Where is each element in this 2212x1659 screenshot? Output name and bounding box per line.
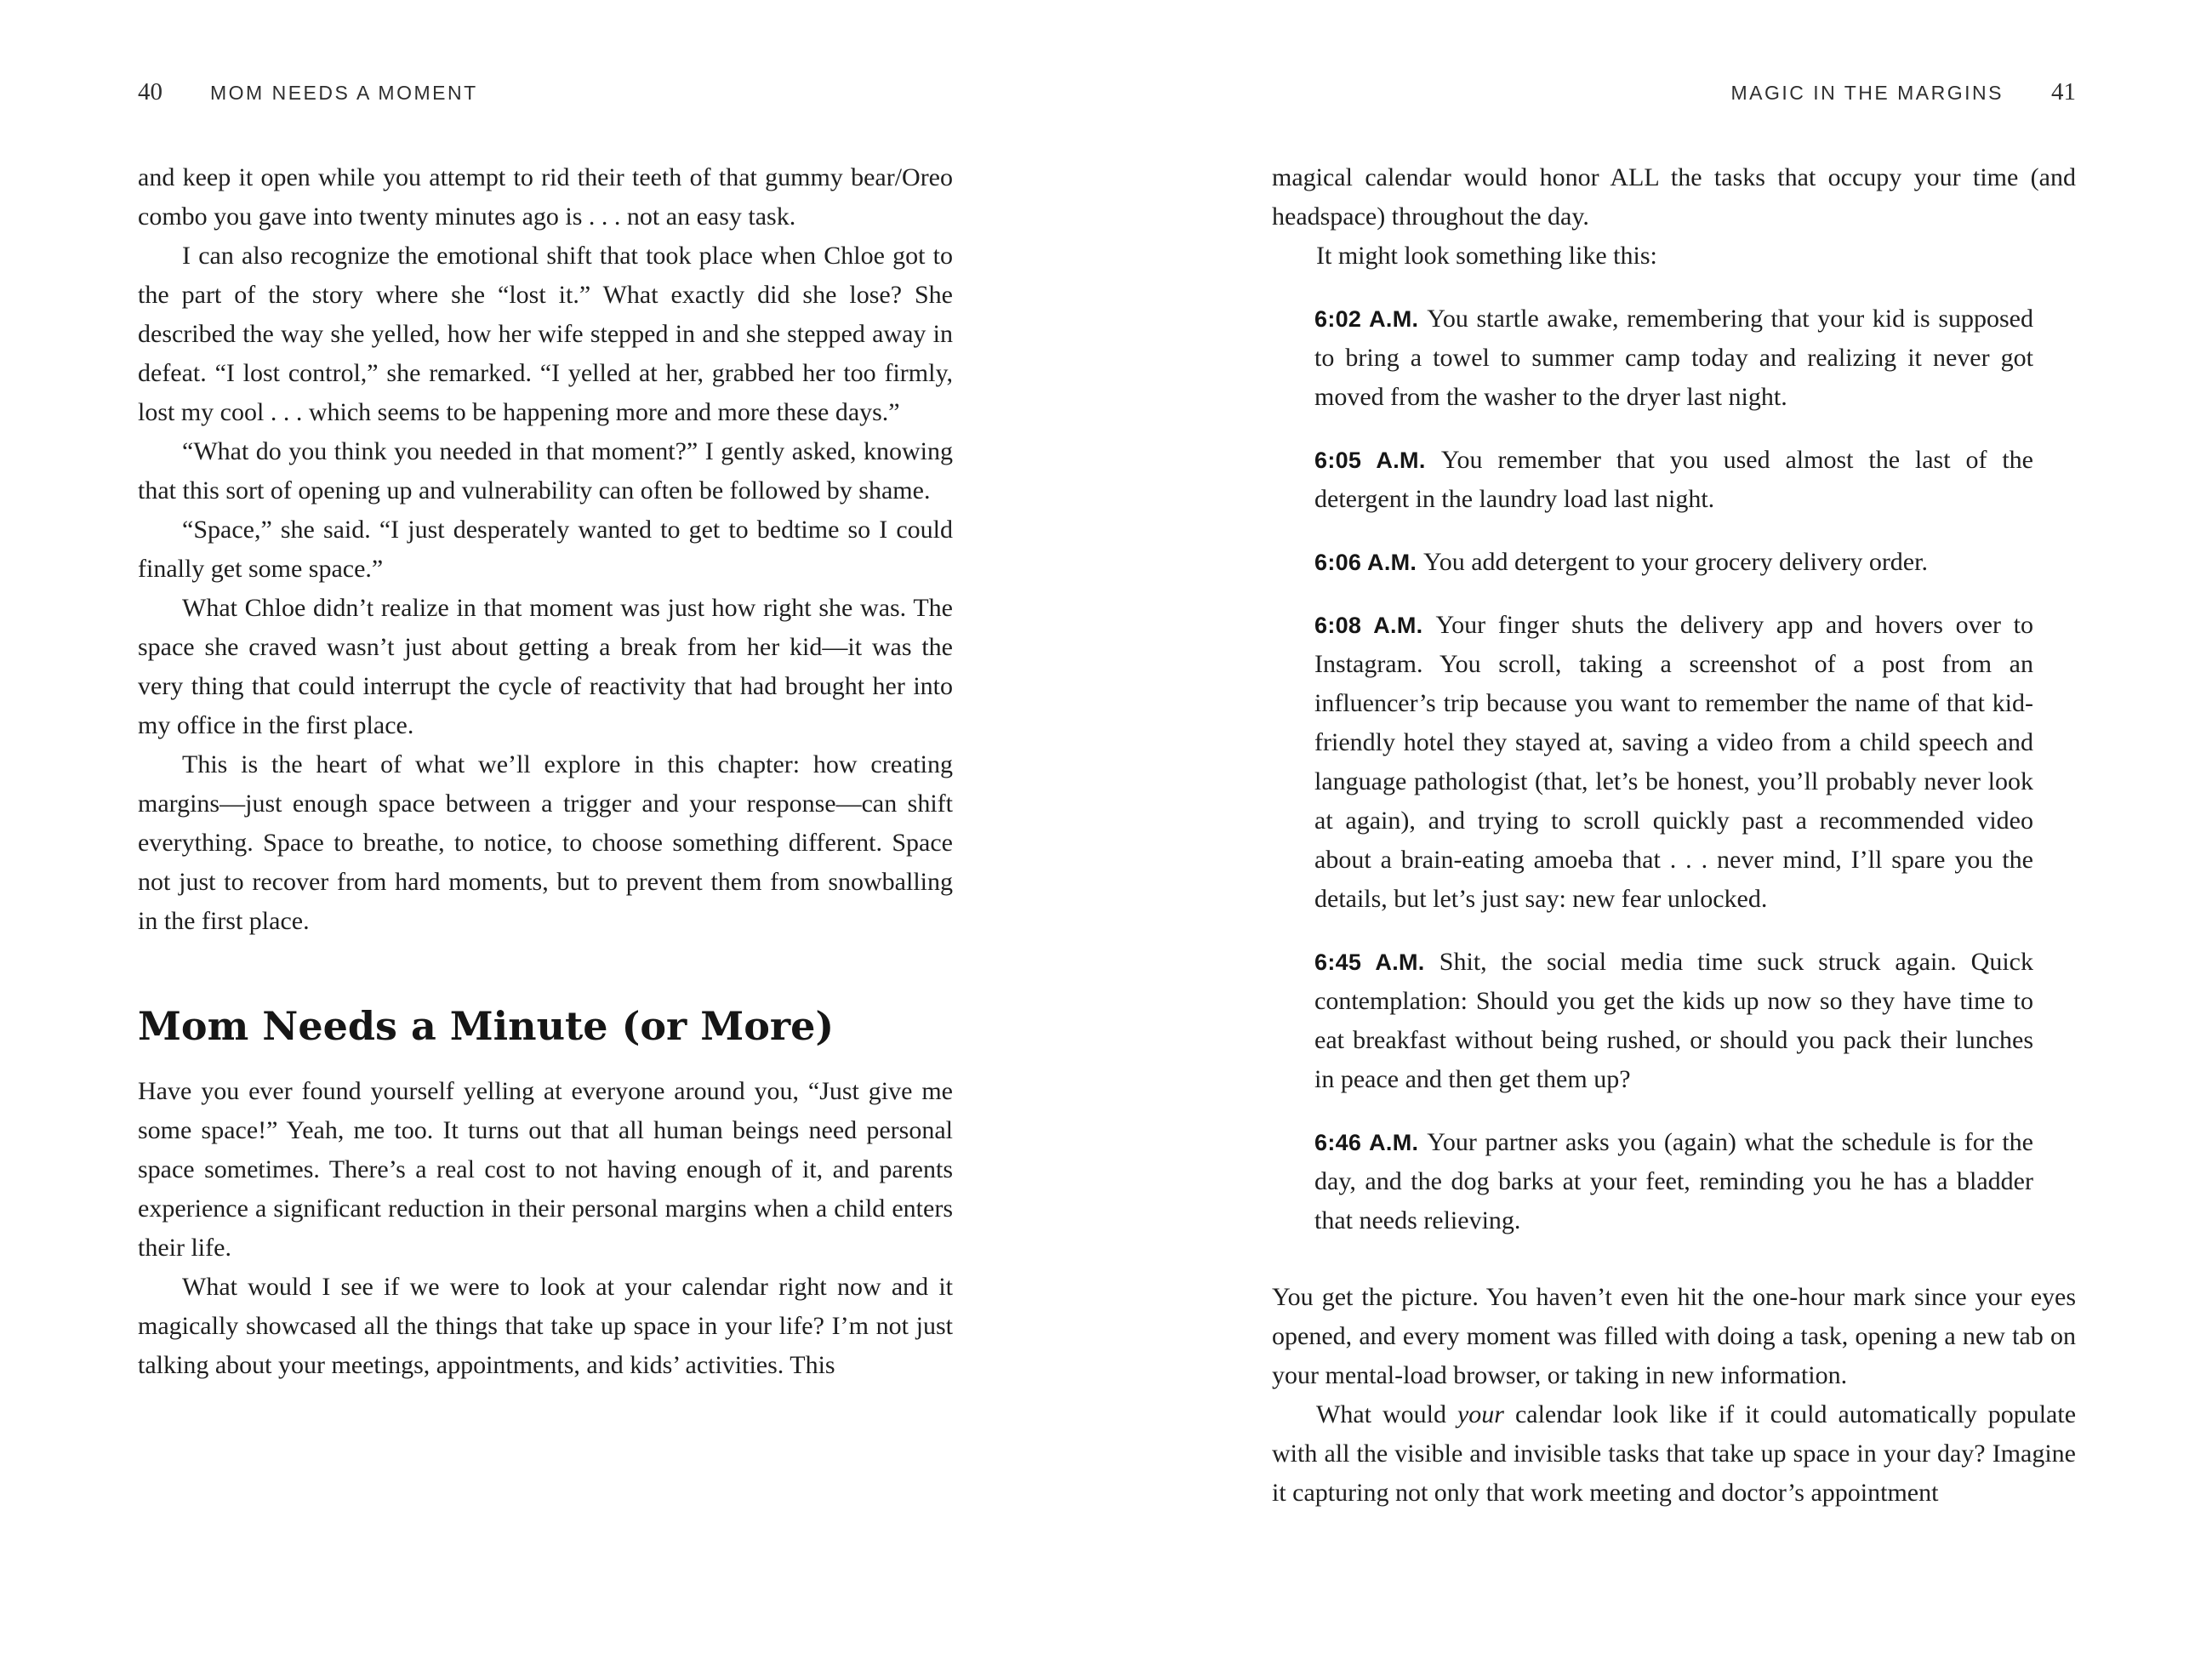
left-page-body: [138, 158, 953, 1385]
timeline-time-label: 6:08 A.M.: [1314, 613, 1436, 638]
text-segment: I can also recognize the emotional shift that took place when Chloe got to the part of the story where she “lost it.” What exactly did she lose? She described the way she yelled, how her wife stepped in and she stepped away in defeat. “I lost control,” she remarked. “I yelled at her, grabbed her too firmly, lost my cool . . . which seems to be happening more and more these days.”: [138, 242, 953, 426]
paragraph: [1272, 1278, 2076, 1395]
paragraph: [138, 237, 953, 432]
timeline-entry: 6:08 A.M. Your finger shuts the delivery app and hovers over to Instagram. You scroll, taking a screenshot of a post from an influencer’s trip because you want to remember the name of that kid-friendly hotel they stayed at, saving a video from a child speech and language pathologist (that, let’s be honest, you’ll probably never look at again), and trying to scroll quickly past a recommended video about a brain-eating amoeba that . . . never mind, I’ll spare you the details, but let’s just say: new fear unlocked.: [1314, 611, 2033, 913]
timeline-entry: 6:45 A.M. Shit, the social media time suck struck again. Quick contemplation: Should you get the kids up now so they have time to eat breakfast without being rushed, or should you pack their lunches in peace and then get them up?: [1314, 948, 2033, 1093]
left-page-number: 40: [138, 78, 162, 105]
timeline-time-label: 6:02 A.M.: [1314, 306, 1428, 332]
paragraph: [138, 745, 953, 941]
paragraph: [1272, 1395, 2076, 1513]
left-running-header: [138, 78, 478, 106]
paragraph: [138, 510, 953, 589]
timeline-time-label: 6:05 A.M.: [1314, 448, 1441, 473]
timeline-time-label: 6:45 A.M.: [1314, 949, 1440, 975]
paragraph: [1272, 237, 2076, 276]
right-running-header-title: MAGIC IN THE MARGINS: [1730, 82, 2004, 104]
italic-text-segment: your: [1457, 1400, 1504, 1428]
timeline-entry: 6:46 A.M. Your partner asks you (again) what the schedule is for the day, and the dog barks at your feet, reminding you he has a bladder that needs relieving.: [1314, 1128, 2033, 1234]
text-segment: magical calendar would honor ALL the tasks that occupy your time (and headspace) throughout the day.: [1272, 163, 2076, 231]
text-segment: calendar look like if it could automatically populate with all the visible and invisible tasks that take up space in your day? Imagine it capturing not only that work meeting and doctor’s appointment: [1272, 1400, 2077, 1507]
right-closing-paragraphs: [1272, 1278, 2076, 1513]
text-segment: “Space,” she said. “I just desperately wanted to get to bedtime so I could finally get some space.”: [138, 516, 953, 583]
timeline-time-label: 6:46 A.M.: [1314, 1130, 1428, 1155]
right-page-body: [1272, 158, 2076, 1513]
text-segment: It might look something like this:: [1316, 242, 1657, 270]
left-paragraphs-before-heading: [138, 158, 953, 941]
left-running-header-title: MOM NEEDS A MOMENT: [210, 82, 478, 104]
text-segment: You get the picture. You haven’t even hit the one-hour mark since your eyes opened, and every moment was filled with doing a task, opening a new tab on your mental-load browser, or taking in new information.: [1272, 1283, 2076, 1389]
text-segment: What Chloe didn’t realize in that moment was just how right she was. The space she craved wasn’t just about getting a break from her kid—it was the very thing that could interrupt the cycle of reactivity that had brought her into my office in the first place.: [138, 594, 953, 739]
paragraph: [138, 432, 953, 510]
text-segment: This is the heart of what we’ll explore in this chapter: how creating margins—just enough space between a trigger and your response—can shift everything. Space to breathe, to notice, to choose something different. Space not just to recover from hard moments, but to prevent them from snowballing in the first place.: [138, 750, 953, 935]
timeline-entry: 6:06 A.M. You add detergent to your grocery delivery order.: [1314, 548, 1928, 576]
paragraph: [138, 589, 953, 745]
section-heading: Mom Needs a Minute (or More): [138, 1003, 835, 1049]
text-segment: Have you ever found yourself yelling at everyone around you, “Just give me some space!” Yeah, me too. It turns out that all human beings need personal space sometimes. There’s a real cost to not having enough of it, and parents experience a significant reduction in their personal margins when a child enters their life.: [138, 1077, 953, 1262]
paragraph: [138, 158, 953, 237]
right-page-number: 41: [2051, 78, 2076, 105]
timeline-time-label: 6:06 A.M.: [1314, 550, 1424, 575]
right-intro-paragraphs: [1272, 158, 2076, 276]
paragraph: [138, 1268, 953, 1385]
timeline-entry: 6:02 A.M. You startle awake, remembering that your kid is supposed to bring a towel to summer camp today and realizing it never got moved from the washer to the dryer last night.: [1314, 305, 2033, 411]
text-segment: and keep it open while you attempt to rid their teeth of that gummy bear/Oreo combo you gave into twenty minutes ago is . . . not an easy task.: [138, 163, 953, 231]
left-paragraphs-after-heading: [138, 1072, 953, 1385]
paragraph: [1272, 158, 2076, 237]
right-running-header: [1731, 78, 2077, 106]
text-segment: What would: [1316, 1400, 1457, 1428]
timeline-entry: 6:05 A.M. You remember that you used almost the last of the detergent in the laundry load last night.: [1314, 446, 2033, 513]
text-segment: What would I see if we were to look at your calendar right now and it magically showcased all the things that take up space in your life? I’m not just talking about your meetings, appointments, and kids’ activities. This: [138, 1273, 953, 1379]
text-segment: “What do you think you needed in that moment?” I gently asked, knowing that this sort of opening up and vulnerability can often be followed by shame.: [138, 437, 953, 505]
paragraph: [138, 1072, 953, 1268]
calendar-timeline: [1272, 299, 2076, 1240]
